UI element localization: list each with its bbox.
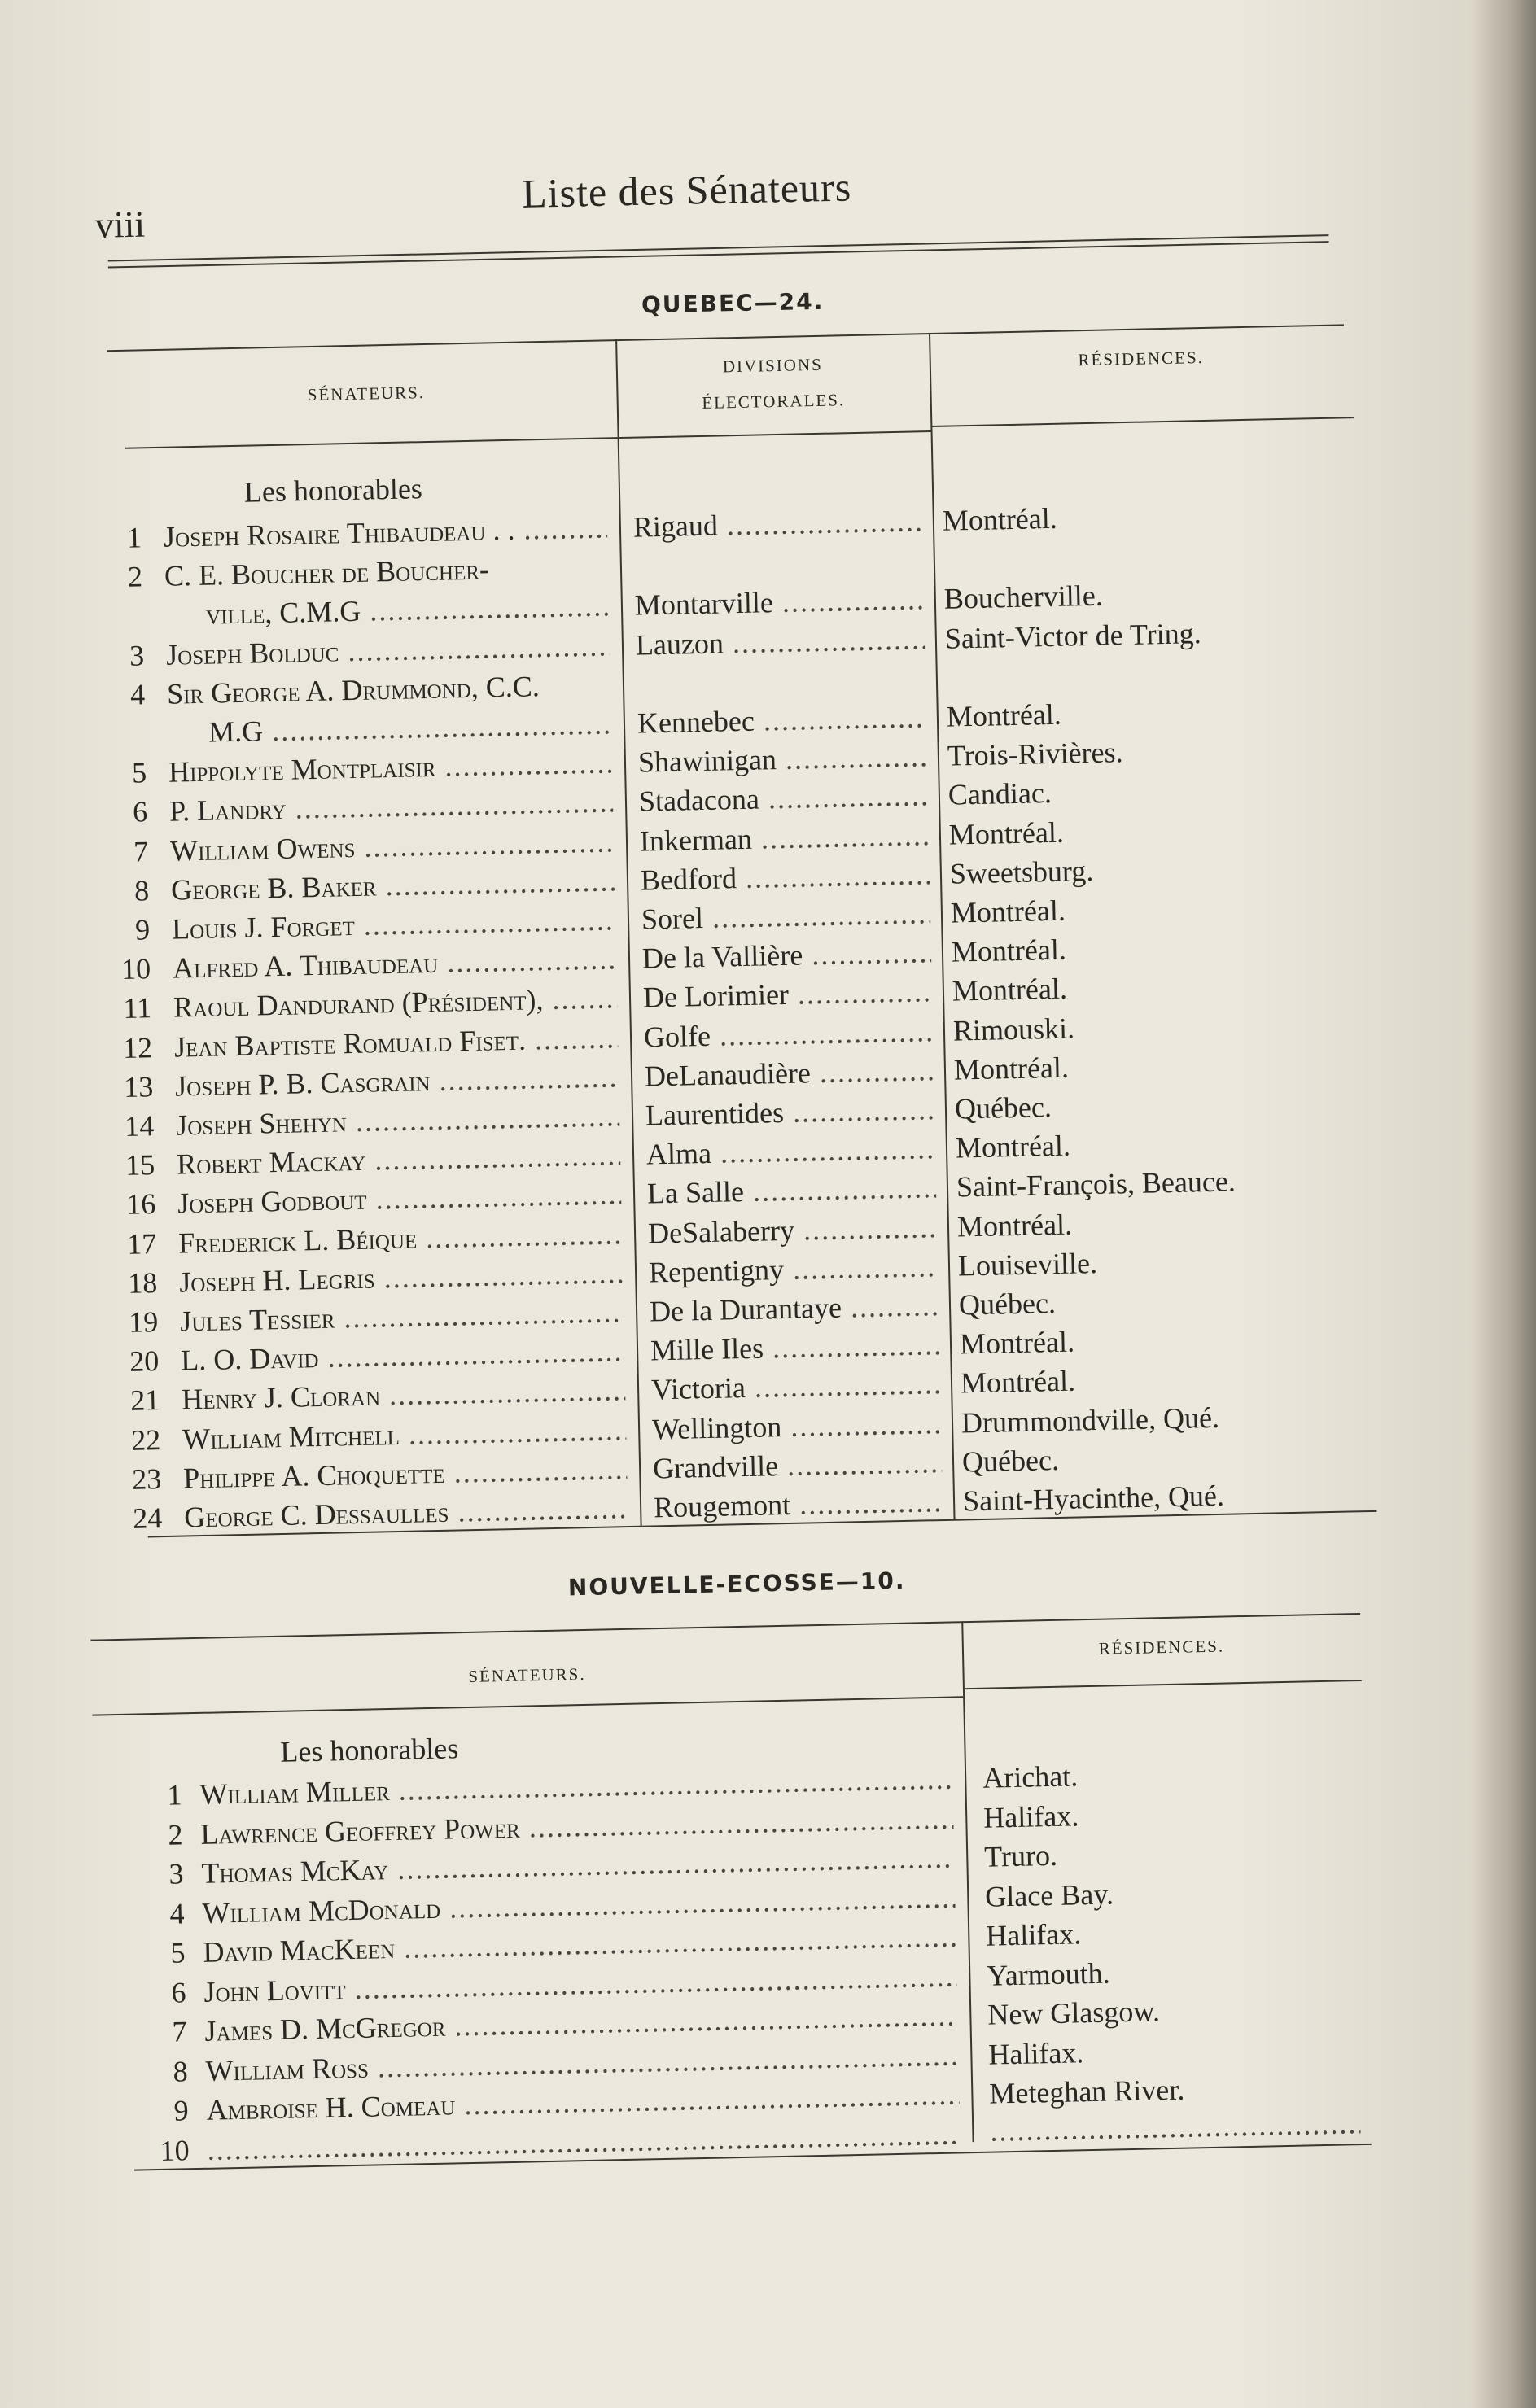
residence: Sweetsburg.: [949, 854, 1094, 890]
section-heading: QUEBEC—24.: [641, 287, 825, 319]
senator-name: Hippolyte Montplaisir .....: [168, 745, 613, 789]
row-number: 3: [168, 1857, 184, 1890]
electoral-division: Lauzon .....: [636, 622, 926, 662]
residence: Québec.: [958, 1287, 1057, 1322]
electoral-division: De la Durantaye .....: [650, 1288, 939, 1328]
row-number: 5: [170, 1936, 186, 1969]
electoral-division: Mille Iles .....: [650, 1327, 940, 1367]
row-number: 12: [122, 1030, 153, 1064]
column-header-senateurs: SÉNATEURS.: [468, 1663, 586, 1686]
header-underline: [618, 430, 931, 439]
senator-name: Joseph Shehyn .....: [176, 1099, 620, 1142]
row-number: 7: [172, 2015, 187, 2048]
senator-name: Jules Tessier .....: [180, 1295, 624, 1338]
residence: Halifax.: [982, 1798, 1079, 1834]
senator-name: William Miller .....: [199, 1762, 953, 1811]
electoral-division: Bedford .....: [641, 857, 930, 897]
row-number: 8: [133, 874, 150, 907]
residence: New Glasgow.: [987, 1995, 1161, 2031]
senator-name: John Lovitt .....: [203, 1959, 957, 2008]
row-number: 20: [129, 1344, 160, 1379]
row-number: 10: [120, 952, 151, 986]
electoral-division: Stadacona .....: [639, 779, 929, 819]
residence: Saint-François, Beauce.: [956, 1165, 1236, 1204]
residence: Arichat.: [982, 1759, 1079, 1794]
row-number: 1: [167, 1778, 182, 1811]
header-rule: [108, 234, 1329, 268]
header-underline: [125, 437, 618, 449]
residence: Louiseville.: [957, 1246, 1098, 1283]
senator-name: Joseph H. Legris .....: [179, 1256, 624, 1299]
electoral-division: Victoria .....: [651, 1366, 941, 1406]
residence: Trois-Rivières.: [947, 736, 1123, 772]
page-title: Liste des Sénateurs: [521, 164, 852, 216]
electoral-division: Alma .....: [646, 1131, 936, 1171]
senator-name: Jean Baptiste Romuald Fiset. .....: [174, 1020, 619, 1064]
electoral-division: DeSalaberry .....: [648, 1210, 938, 1250]
row-number: 9: [134, 913, 151, 946]
senator-name: William Ross .....: [205, 2038, 959, 2087]
row-number: 13: [123, 1070, 154, 1103]
electoral-division: De la Vallière .....: [642, 935, 932, 975]
senator-name: William Owens .....: [170, 824, 615, 867]
row-number: 14: [124, 1109, 155, 1143]
electoral-division: La Salle .....: [647, 1170, 937, 1210]
senator-name: Robert Mackay .....: [177, 1138, 621, 1181]
row-number: 16: [125, 1187, 156, 1221]
preface-text: Les honorables: [243, 472, 423, 509]
residence: Truro.: [983, 1838, 1058, 1873]
residence: Yarmouth.: [986, 1956, 1111, 1992]
row-number: 23: [131, 1462, 162, 1496]
senator-name: William McDonald .....: [202, 1880, 956, 1929]
senator-name: Raoul Dandurand (Président), .....: [173, 981, 618, 1025]
residence: Montréal.: [956, 1208, 1073, 1243]
header-underline: [963, 1680, 1362, 1689]
residence: Montréal.: [946, 697, 1062, 733]
residence: Montréal.: [942, 501, 1058, 537]
electoral-division: Inkerman .....: [640, 818, 930, 858]
senator-name: Philippe A. Choquette .....: [183, 1452, 628, 1495]
residence: Halifax.: [987, 2035, 1084, 2071]
electoral-division: Rougemont .....: [654, 1484, 943, 1524]
row-number: 18: [127, 1265, 158, 1300]
senator-name: Ambroise H. Comeau .....: [206, 2077, 960, 2126]
residence: Saint-Victor de Tring.: [944, 616, 1202, 655]
row-number: 19: [128, 1305, 159, 1339]
header-underline: [930, 417, 1354, 427]
senator-name: Joseph Godbout .....: [177, 1178, 622, 1221]
senator-name: L. O. David .....: [181, 1334, 625, 1377]
residence: Candiac.: [947, 776, 1052, 812]
electoral-division: De Lorimier .....: [643, 975, 933, 1015]
electoral-division: Wellington .....: [652, 1406, 942, 1446]
section-heading: NOUVELLE-ECOSSE—10.: [567, 1567, 906, 1602]
row-number: 7: [133, 834, 149, 868]
residence: Montréal.: [960, 1364, 1076, 1400]
residence: Meteghan River.: [988, 2073, 1185, 2110]
electoral-division: Rigaud .....: [632, 504, 922, 544]
row-number: 24: [132, 1501, 163, 1535]
senator-name: David MacKeen .....: [203, 1919, 956, 1969]
senator-name: P. Landry .....: [169, 785, 614, 828]
quebec-section: [114, 277, 1377, 1571]
column-header-residences: RÉSIDENCES.: [1078, 347, 1205, 370]
row-number: 8: [173, 2054, 188, 2088]
residence: Halifax.: [985, 1917, 1082, 1952]
residence: Montréal.: [953, 1051, 1070, 1086]
senator-name: William Mitchell .....: [182, 1413, 627, 1456]
senator-name: Joseph Bolduc .....: [166, 628, 610, 671]
senator-name: Thomas McKay .....: [201, 1841, 955, 1890]
senator-name: Joseph P. B. Casgrain .....: [175, 1060, 619, 1103]
senator-name: Joseph Rosaire Thibaudeau . . .....: [164, 510, 608, 553]
row-number: 2: [168, 1817, 183, 1851]
electoral-division: Sorel .....: [641, 896, 931, 936]
row-number: 4: [169, 1896, 185, 1930]
row-number: 6: [132, 795, 148, 829]
senator-name: George B. Baker .....: [171, 863, 615, 907]
row-number: 2: [127, 560, 143, 593]
senator-name: M.G .....: [208, 706, 612, 749]
row-number: 9: [173, 2094, 190, 2127]
senator-name: Henry J. Cloran .....: [182, 1374, 626, 1417]
senator-name: ville, C.M.G .....: [206, 589, 610, 631]
residence: Montréal.: [959, 1325, 1075, 1361]
residence: Montréal.: [955, 1129, 1071, 1165]
page-number: viii: [94, 203, 146, 246]
column-header-divisions-line2: ÉLECTORALES.: [702, 390, 846, 413]
book-spine-shadow: [1471, 0, 1536, 2408]
senator-name: James D. McGregor .....: [204, 1998, 958, 2047]
residence: Saint-Hyacinthe, Qué.: [962, 1479, 1225, 1518]
senator-name: C. E. Boucher de Boucher-: [164, 553, 490, 592]
senator-name: Alfred A. Thibaudeau .....: [173, 942, 617, 985]
nouvelle-ecosse-section: [155, 1557, 1429, 2234]
column-header-residences: RÉSIDENCES.: [1098, 1636, 1225, 1659]
electoral-division: Repentigny .....: [649, 1249, 939, 1289]
row-number: 17: [126, 1226, 157, 1261]
preface-text: Les honorables: [279, 1732, 459, 1768]
column-header-divisions-line1: DIVISIONS: [722, 354, 824, 377]
residence: Québec.: [961, 1443, 1060, 1479]
residence: Rimouski.: [952, 1012, 1075, 1047]
row-number: 1: [126, 521, 142, 554]
row-number: 10: [160, 2133, 190, 2167]
page-header: [90, 129, 1328, 252]
senator-name: George C. Dessaulles .....: [184, 1491, 628, 1534]
row-number: 6: [171, 1975, 186, 2009]
row-number: 4: [129, 678, 146, 711]
electoral-division: DeLanaudière .....: [645, 1053, 934, 1093]
row-number: 15: [125, 1148, 155, 1182]
electoral-division: Montarville .....: [634, 583, 924, 623]
column-header-divisions: [615, 344, 930, 422]
row-number: 21: [129, 1383, 160, 1418]
electoral-division: Golfe .....: [644, 1014, 934, 1054]
senator-name: Sir George A. Drummond, C.C.: [166, 669, 540, 710]
residence: Montréal.: [948, 815, 1065, 851]
senator-name: Frederick L. Béique .....: [178, 1217, 623, 1260]
residence: Boucherville.: [943, 579, 1104, 616]
electoral-division: Grandville .....: [653, 1445, 943, 1485]
residence: Montréal.: [951, 933, 1067, 968]
electoral-division: Laurentides .....: [645, 1092, 935, 1132]
residence: Québec.: [954, 1090, 1052, 1125]
row-number: 11: [123, 991, 152, 1025]
row-number: 22: [130, 1423, 161, 1457]
electoral-division: Shawinigan .....: [638, 739, 928, 779]
residence: Glace Bay.: [984, 1877, 1114, 1913]
residence: Drummondville, Qué.: [961, 1401, 1220, 1440]
senator-name: Lawrence Geoffrey Power .....: [200, 1801, 954, 1851]
residence: Montréal.: [950, 894, 1066, 929]
column-header-senateurs: SÉNATEURS.: [307, 382, 426, 405]
electoral-division: Kennebec .....: [637, 700, 927, 740]
row-number: 3: [129, 638, 145, 672]
residence: Montréal.: [952, 972, 1068, 1008]
senator-name: Louis J. Forget .....: [172, 902, 616, 946]
row-number: 5: [131, 756, 147, 789]
